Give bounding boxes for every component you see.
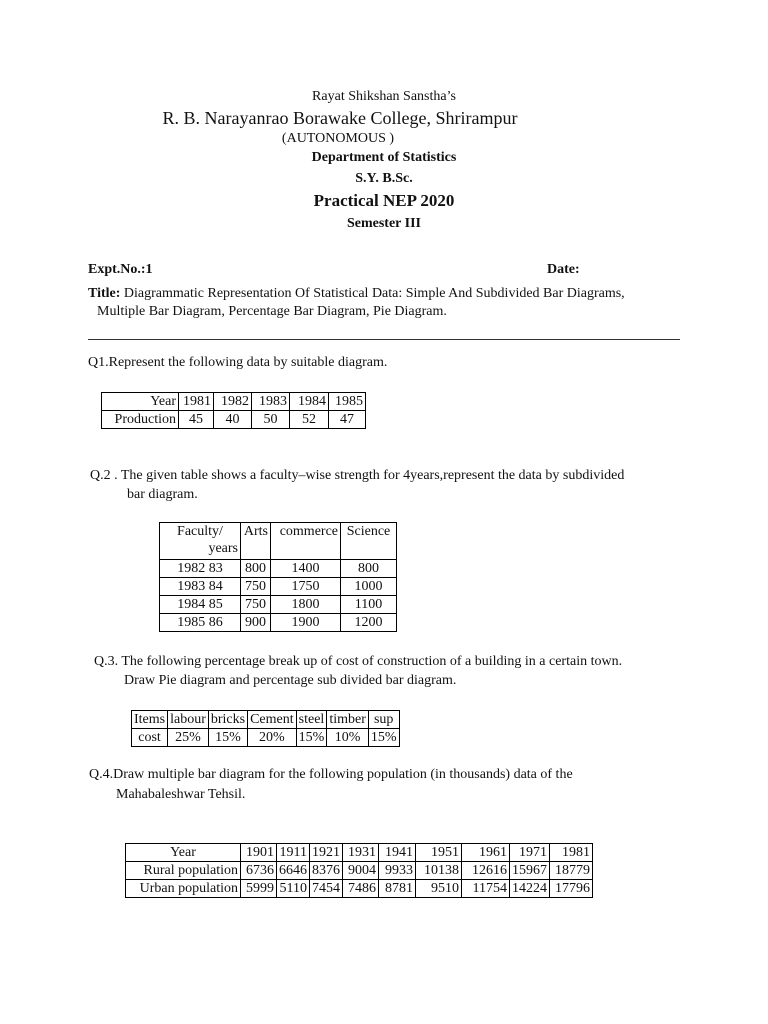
- table-cell: labour: [168, 711, 209, 729]
- table-cell: 9933: [379, 862, 416, 880]
- table-cell: 1400: [271, 560, 341, 578]
- table-row: [132, 729, 400, 747]
- table-cell: Urban population: [126, 880, 241, 898]
- table-row: [132, 711, 400, 729]
- table-cell: 15%: [208, 729, 247, 747]
- horizontal-divider: [88, 339, 680, 340]
- table-cell: 750: [241, 578, 271, 596]
- table-row: [102, 393, 366, 411]
- table-cell: Items: [132, 711, 168, 729]
- table-cell: 17796: [550, 880, 593, 898]
- table-row: [102, 411, 366, 429]
- table-cell: 1931: [343, 844, 379, 862]
- table-cell: 6736: [241, 862, 277, 880]
- table-cell: 1981: [550, 844, 593, 862]
- table-cell: 1971: [510, 844, 550, 862]
- table-cell: 1750: [271, 578, 341, 596]
- table-cell: 9004: [343, 862, 379, 880]
- autonomous-status: (AUTONOMOUS ): [281, 131, 395, 146]
- class-name: S.Y. B.Sc.: [355, 171, 413, 186]
- table-header-cell: Arts: [241, 523, 271, 560]
- table-cell: 1982 83: [160, 560, 241, 578]
- table-header-cell: commerce: [271, 523, 341, 560]
- table-cell: Rural population: [126, 862, 241, 880]
- table-cell: sup: [368, 711, 399, 729]
- table-cell: 1921: [310, 844, 343, 862]
- department-name: Department of Statistics: [311, 150, 457, 165]
- table-cell: 7454: [310, 880, 343, 898]
- q3-text-line-2: Draw Pie diagram and percentage sub divided bar diagram.: [124, 673, 457, 688]
- table-cell: 7486: [343, 880, 379, 898]
- table-cell: 1200: [341, 614, 397, 632]
- table-cell: 47: [329, 411, 366, 429]
- table-cell: 800: [341, 560, 397, 578]
- title-line-1: Diagrammatic Representation Of Statistical Data: Simple And Subdivided Bar Diagrams,: [123, 286, 625, 301]
- table-cell: 10%: [327, 729, 369, 747]
- table-cell: steel: [296, 711, 327, 729]
- table-cell: 45: [179, 411, 214, 429]
- q4-text-line-2: Mahabaleshwar Tehsil.: [116, 787, 246, 802]
- q2-text-line-1: Q.2 . The given table shows a faculty–wise strength for 4years,represent the data by subdivided: [90, 468, 625, 483]
- table-cell: 1983: [252, 393, 290, 411]
- table-row: [160, 578, 397, 596]
- experiment-title: [88, 286, 625, 302]
- q1-text: Q1.Represent the following data by suitable diagram.: [88, 355, 388, 370]
- table-cell: 6646: [277, 862, 310, 880]
- table-cell: 1900: [271, 614, 341, 632]
- table-cell: 12616: [462, 862, 510, 880]
- header-line: Faculty/: [177, 524, 223, 539]
- q1-table: [101, 392, 366, 429]
- table-header-cell: Science: [341, 523, 397, 560]
- table-cell: 8781: [379, 880, 416, 898]
- table-cell: Production: [102, 411, 179, 429]
- table-row: [126, 862, 593, 880]
- table-cell: 15%: [368, 729, 399, 747]
- table-cell: 750: [241, 596, 271, 614]
- q4-text-line-1: Q.4.Draw multiple bar diagram for the following population (in thousands) data of the: [89, 767, 573, 782]
- practical-title: Practical NEP 2020: [313, 191, 455, 210]
- table-cell: 1100: [341, 596, 397, 614]
- table-row: [160, 560, 397, 578]
- title-line-2: Multiple Bar Diagram, Percentage Bar Diagram, Pie Diagram.: [97, 304, 447, 319]
- table-header-cell: [160, 523, 241, 560]
- table-cell: cost: [132, 729, 168, 747]
- table-cell: 9510: [416, 880, 462, 898]
- table-cell: 5999: [241, 880, 277, 898]
- table-cell: 50: [252, 411, 290, 429]
- table-cell: 1983 84: [160, 578, 241, 596]
- title-label: Title:: [88, 286, 121, 301]
- table-cell: 1982: [214, 393, 252, 411]
- table-cell: timber: [327, 711, 369, 729]
- table-row: [160, 614, 397, 632]
- table-cell: 15967: [510, 862, 550, 880]
- table-cell: Year: [126, 844, 241, 862]
- table-cell: 18779: [550, 862, 593, 880]
- table-cell: 10138: [416, 862, 462, 880]
- college-name: R. B. Narayanrao Borawake College, Shrirampur: [162, 108, 518, 128]
- table-cell: 52: [290, 411, 329, 429]
- semester-label: Semester III: [346, 216, 421, 231]
- table-cell: 1984 85: [160, 596, 241, 614]
- table-cell: 1951: [416, 844, 462, 862]
- table-cell: 15%: [296, 729, 327, 747]
- table-cell: 1961: [462, 844, 510, 862]
- table-cell: bricks: [208, 711, 247, 729]
- header-line: years: [208, 541, 238, 556]
- table-cell: 1941: [379, 844, 416, 862]
- table-cell: 8376: [310, 862, 343, 880]
- q2-table: [159, 522, 397, 632]
- table-row: [160, 523, 397, 560]
- table-cell: 14224: [510, 880, 550, 898]
- table-cell: 1985: [329, 393, 366, 411]
- q4-table: [125, 843, 593, 898]
- q2-text-line-2: bar diagram.: [127, 487, 198, 502]
- table-cell: 800: [241, 560, 271, 578]
- q3-table: [131, 710, 400, 747]
- table-cell: 20%: [248, 729, 297, 747]
- table-cell: Cement: [248, 711, 297, 729]
- experiment-number: Expt.No.:1: [88, 262, 153, 277]
- table-cell: 1984: [290, 393, 329, 411]
- table-cell: Year: [102, 393, 179, 411]
- table-row: [126, 844, 593, 862]
- table-row: [160, 596, 397, 614]
- table-cell: 1981: [179, 393, 214, 411]
- table-cell: 1985 86: [160, 614, 241, 632]
- date-label: Date:: [547, 262, 580, 277]
- table-cell: 1000: [341, 578, 397, 596]
- table-cell: 1901: [241, 844, 277, 862]
- table-row: [126, 880, 593, 898]
- table-cell: 11754: [462, 880, 510, 898]
- table-cell: 5110: [277, 880, 310, 898]
- society-name: Rayat Shikshan Sanstha’s: [312, 89, 456, 104]
- q3-text-line-1: Q.3. The following percentage break up of cost of construction of a building in a certain town.: [94, 654, 623, 669]
- table-cell: 25%: [168, 729, 209, 747]
- table-cell: 900: [241, 614, 271, 632]
- table-cell: 1911: [277, 844, 310, 862]
- table-cell: 1800: [271, 596, 341, 614]
- table-cell: 40: [214, 411, 252, 429]
